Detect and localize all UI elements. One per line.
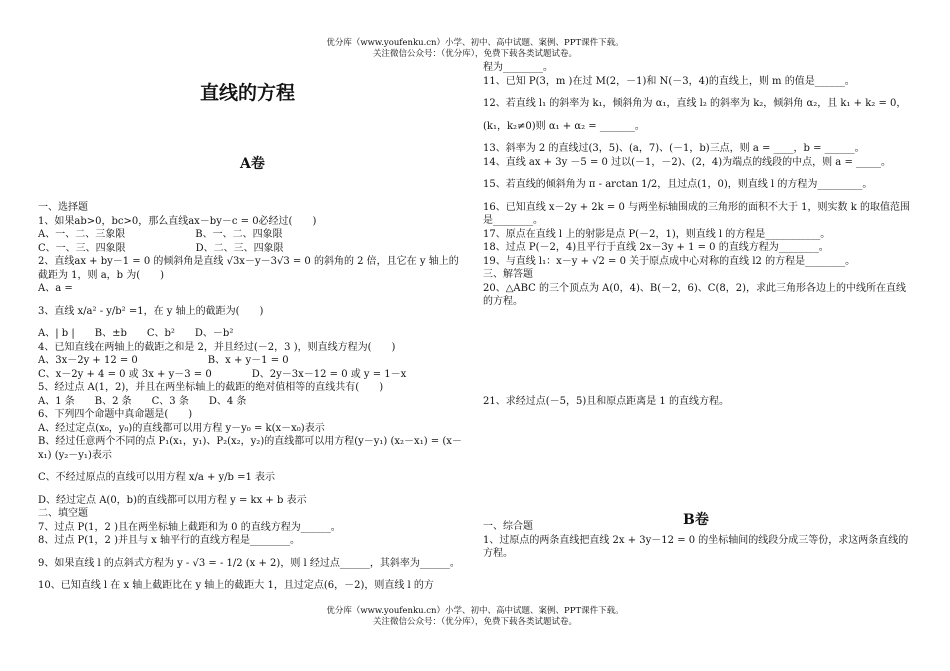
footer-line-1: 优分库（www.youfenku.cn）小学、初中、高中试题、案例、PPT课件下载。 bbox=[326, 606, 624, 616]
q6-option-c: C、不经过原点的直线可以用方程 x/a + y/b =1 表示 bbox=[38, 472, 276, 483]
page-header bbox=[0, 38, 950, 60]
question-1: 1、如果ab>0，bc>0，那么直线ax－by－c = 0必经过( ) bbox=[38, 215, 317, 227]
question-8: 8、过点 P(1，2 )并且与 x 轴平行的直线方程是________。 bbox=[38, 535, 300, 546]
question-19: 19、与直线 l₁：x－y + √2 = 0 关于原点成中心对称的直线 l2 的方程是________。 bbox=[483, 255, 856, 267]
question-9: 9、如果直线 l 的点斜式方程为 y - √3 = - 1/2 (x + 2)，则 l 经过点______，其斜率为______。 bbox=[38, 557, 460, 569]
q1-options-cd: C、一、三、四象限 D、二、三、四象限 bbox=[38, 242, 284, 254]
q4-options-ab: A、3x－2y + 12 = 0 B、x + y－1 = 0 bbox=[38, 355, 289, 366]
right-column bbox=[483, 61, 913, 561]
question-13: 13、斜率为 2 的直线过(3，5)、(a，7)、(－1，b)三点，则 a = ____，b = ______。 bbox=[483, 143, 865, 154]
header-line-1: 优分库（www.youfenku.cn）小学、初中、高中试题、案例、PPT课件下载。 bbox=[326, 38, 624, 48]
question-12: 12、若直线 l₁ 的斜率为 k₁，倾斜角为 α₁，直线 l₂ 的斜率为 k₂，倾斜角 α₂，且 k₁ + k₂ = 0， bbox=[483, 98, 907, 109]
section-b-heading: B卷 bbox=[683, 512, 709, 528]
question-6: 6、下列四个命题中真命题是( ) bbox=[38, 409, 193, 420]
section-a-heading: A卷 bbox=[240, 156, 265, 172]
heading-fill: 二、填空题 bbox=[38, 508, 88, 519]
document-title: 直线的方程 bbox=[200, 82, 296, 104]
question-2: 2、直线ax + by－1 = 0 的倾斜角是直线 √3x－y－3√3 = 0 的斜角的 2 倍，且它在 y 轴上的截距为 1，则 a，b 为( ) bbox=[38, 256, 459, 281]
heading-choice: 一、选择题 bbox=[38, 202, 88, 213]
question-18: 18、过点 P(－2，4)且平行于直线 2x－3y + 1 = 0 的直线方程为________。 bbox=[483, 242, 829, 253]
question-3: 3、直线 x/a² - y/b² =1，在 y 轴上的截距为( ) bbox=[38, 305, 264, 317]
question-20: 20、△ABC 的三个顶点为 A(0，4)、B(－2，6)、C(8，2)，求此三角形各边上的中线所在直线的方程。 bbox=[483, 282, 906, 307]
question-17: 17、原点在直线 l 上的射影是点 P(－2，1)，则直线 l 的方程是___________。 bbox=[483, 228, 831, 240]
q6-option-d: D、经过定点 A(0，b)的直线都可以用方程 y = kx + b 表示 bbox=[38, 494, 307, 506]
question-21: 21、求经过点(－5，5)且和原点距离是 1 的直线方程。 bbox=[483, 395, 729, 407]
question-4: 4、已知直线在两轴上的截距之和是 2，并且经过(－2，3 )，则直线方程为( ) bbox=[38, 341, 396, 353]
q4-options-cd: C、x－2y + 4 = 0 或 3x + y－3 = 0 D、2y－3x－12 = 0 或 y = 1－x bbox=[38, 368, 407, 380]
q6-option-b: B、经过任意两个不同的点 P₁(x₁，y₁)、P₂(x₂，y₂)的直线都可以用方程(y－y₁) (x₂－x₁) = (x－x₁) (y₂－y₁)表示 bbox=[38, 436, 462, 461]
heading-answer: 三、解答题 bbox=[483, 269, 533, 280]
q1-options-ab: A、一、二、三象限 B、一、二、四象限 bbox=[38, 229, 283, 240]
question-11: 11、已知 P(3，m )在过 M(2，－1)和 N(－3，4)的直线上，则 m 的值是______。 bbox=[483, 75, 855, 87]
question-7: 7、过点 P(1，2 )且在两坐标轴上截距和为 0 的直线方程为______。 bbox=[38, 521, 341, 533]
left-column bbox=[38, 201, 468, 593]
q6-option-a: A、经过定点(x₀，y₀)的直线都可以用方程 y－y₀ = k(x－x₀)表示 bbox=[38, 422, 325, 434]
q5-options: A、1 条 B、2 条 C、3 条 D、4 条 bbox=[38, 395, 247, 407]
q2-option-a: A、a = bbox=[38, 283, 73, 294]
q12-continued: (k₁，k₂≠0)则 α₁ + α₂ = _______。 bbox=[483, 120, 645, 132]
q3-options: A、| b | B、±b C、b² D、－b² bbox=[38, 328, 234, 339]
header-line-2: 关注微信公众号：（优分库），免费下载各类试题试卷。 bbox=[372, 49, 577, 59]
question-14: 14、直线 ax + 3y －5 = 0 过以(－1，－2)、(2，4)为端点的线段的中点，则 a = _____。 bbox=[483, 156, 892, 168]
page-footer bbox=[0, 606, 950, 628]
heading-comprehensive: 一、综合题 bbox=[483, 521, 533, 532]
footer-line-2: 关注微信公众号：（优分库），免费下载各类试题试卷。 bbox=[372, 617, 577, 627]
question-15: 15、若直线的倾斜角为 π - arctan 1/2，且过点(1，0)，则直线 l 的方程为_________。 bbox=[483, 179, 873, 190]
question-5: 5、经过点 A(1，2)，并且在两坐标轴上的截距的绝对值相等的直线共有( ) bbox=[38, 382, 384, 393]
q10-continued: 程为________。 bbox=[483, 62, 553, 73]
question-b1: 1、过原点的两条直线把直线 2x + 3y－12 = 0 的坐标轴间的线段分成三等份，求这两条直线的方程。 bbox=[483, 534, 909, 559]
question-16: 16、已知直线 x－2y + 2k = 0 与两坐标轴围成的三角形的面积不大于 1，则实数 k 的取值范围是________。 bbox=[483, 201, 910, 226]
question-10: 10、已知直线 l 在 x 轴上截距比在 y 轴上的截距大 1，且过定点(6，－2)，则直线 l 的方 bbox=[38, 580, 434, 591]
